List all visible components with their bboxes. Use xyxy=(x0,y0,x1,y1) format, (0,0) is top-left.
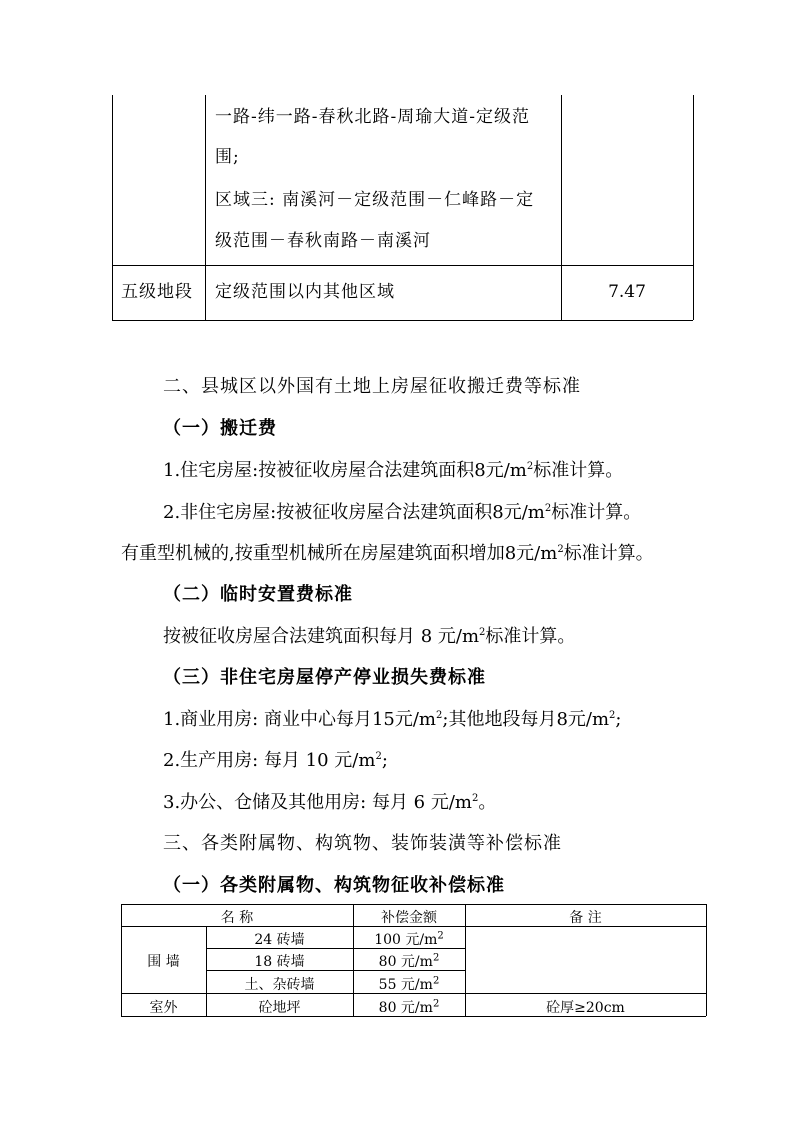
wall-item-earth: 土、杂砖墙 xyxy=(244,977,315,993)
grade-5-label: 五级地段 xyxy=(121,282,193,302)
section-2-2-para-1: 按被征收房屋合法建筑面积每月 8 元$/m^2$标准计算。 xyxy=(163,626,576,647)
grade-5-scope: 定级范围以内其他区域 xyxy=(215,282,395,302)
wall-amount-earth: 55 元$/m^2$ xyxy=(378,975,440,993)
section-2-3-para-2: 2.生产用房: 每月 10 元$/m^2$; xyxy=(163,750,388,771)
section-2-2-title: （二）临时安置费标准 xyxy=(163,584,353,605)
section-3-1-title: （一）各类附属物、构筑物征收补偿标准 xyxy=(163,875,505,896)
section-2-title: 二、县城区以外国有土地上房屋征收搬迁费等标准 xyxy=(163,376,581,397)
section-2-3-title: （三）非住宅房屋停产停业损失费标准 xyxy=(163,667,486,688)
section-2-1-para-3: 有重型机械的,按重型机械所在房屋建筑面积增加8元$/m^2$标准计算。 xyxy=(121,543,654,564)
region-line-2: 围; xyxy=(215,147,240,167)
outdoor-note: 砼厚≥20cm xyxy=(546,1000,625,1016)
wall-item-18: 18 砖墙 xyxy=(254,954,305,970)
region-line-3: 区域三: 南溪河－定级范围－仁峰路－定 xyxy=(215,190,535,210)
outdoor-item-concrete-floor: 砼地坪 xyxy=(258,1000,301,1016)
outdoor-amount: 80 元$/m^2$ xyxy=(378,998,440,1016)
wall-group-label: 围 墙 xyxy=(147,954,180,970)
section-2-3-para-1: 1.商业用房: 商业中心每月15元$/m^2$;其他地段每月8元$/m^2$; xyxy=(163,709,622,730)
header-amount: 补偿金额 xyxy=(381,910,437,926)
region-line-1: 一路-纬一路-春秋北路-周瑜大道-定级范 xyxy=(215,107,530,127)
grade-5-value: 7.47 xyxy=(608,282,646,302)
header-name: 名 称 xyxy=(220,910,254,926)
wall-amount-18: 80 元$/m^2$ xyxy=(378,952,440,970)
section-2-1-title: （一）搬迁费 xyxy=(163,418,277,439)
section-2-1-para-2: 2.非住宅房屋:按被征收房屋合法建筑面积8元$/m^2$标准计算。 xyxy=(163,502,642,523)
region-line-4: 级范围－春秋南路－南溪河 xyxy=(215,231,431,251)
outdoor-group-label: 室外 xyxy=(149,1000,178,1016)
section-2-3-para-3: 3.办公、仓储及其他用房: 每月 6 元$/m^2$。 xyxy=(163,792,497,813)
section-3-title: 三、各类附属物、构筑物、装饰装潢等补偿标准 xyxy=(163,833,562,854)
section-2-1-para-1: 1.住宅房屋:按被征收房屋合法建筑面积8元$/m^2$标准计算。 xyxy=(163,460,624,481)
wall-item-24: 24 砖墙 xyxy=(254,932,305,948)
wall-amount-24: 100 元$/m^2$ xyxy=(374,930,444,948)
header-note: 备 注 xyxy=(569,910,602,926)
